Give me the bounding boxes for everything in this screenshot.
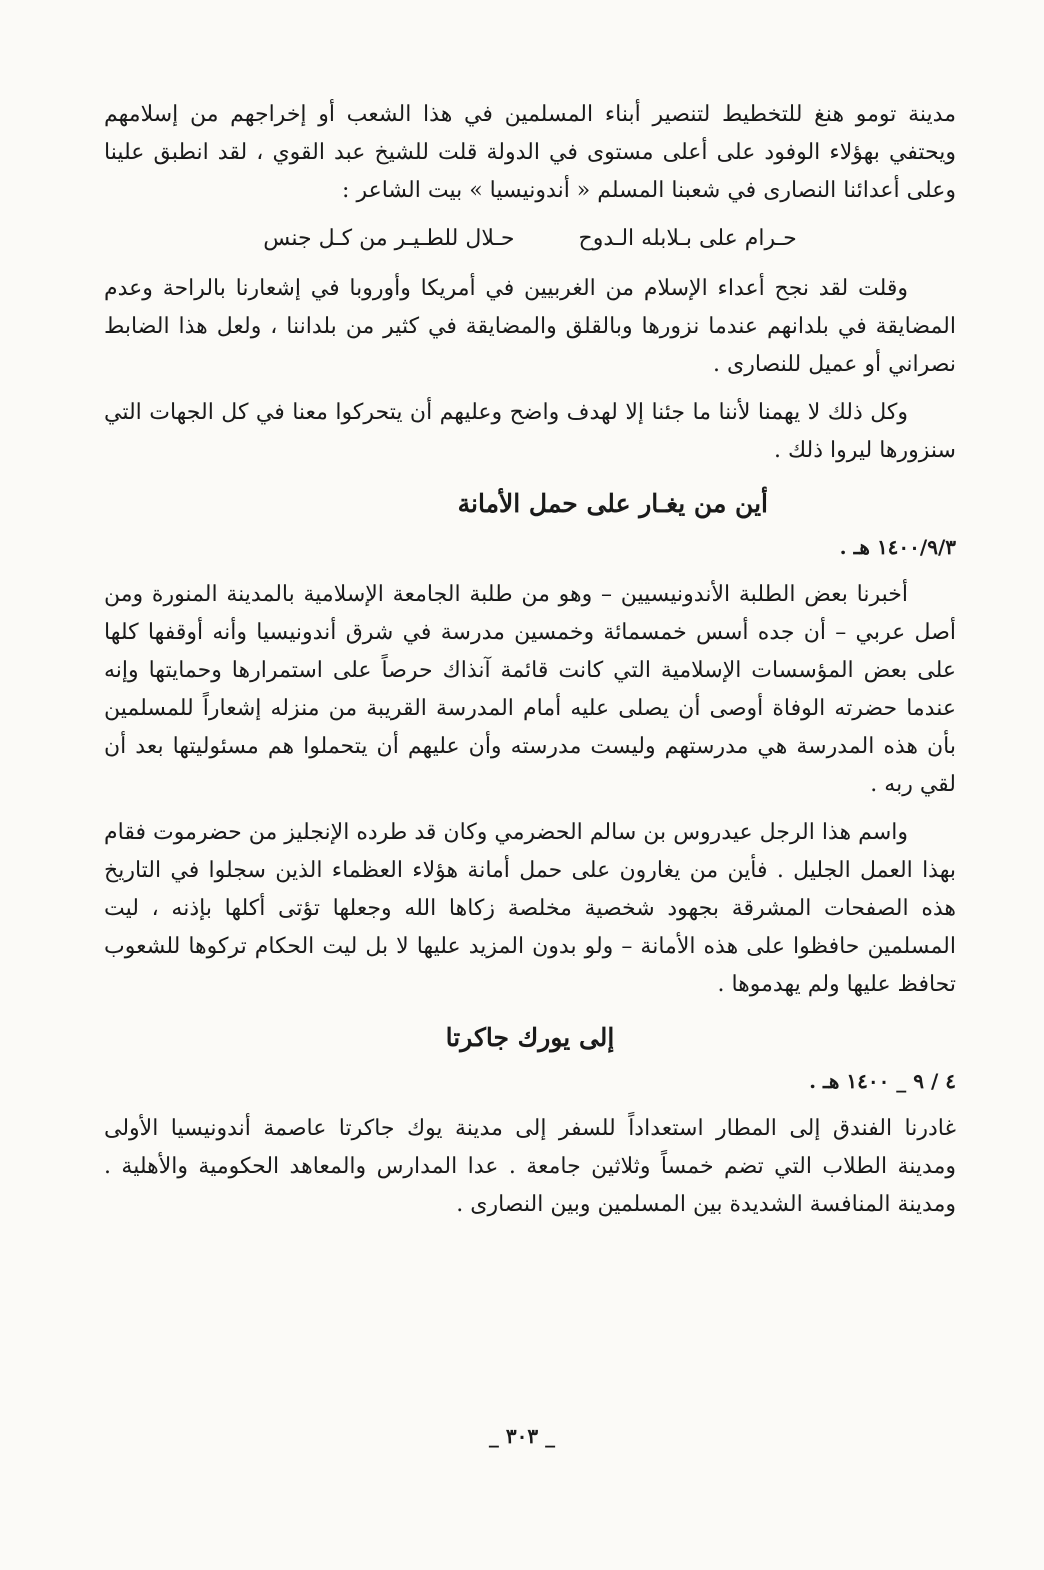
paragraph-2: وقلت لقد نجح أعداء الإسلام من الغربيين في أمريكا وأوروبا في إشعارنا بالراحة وعدم المضايقة في بلدانهم عندما نزورها وبالقلق والمضايقة في كثير من بلداننا ، ولعل هذا الضابط نصراني أو عميل للنصارى . <box>104 276 956 377</box>
section-date-1: ١٤٠٠/٩/٣ هـ . <box>839 535 956 559</box>
poem-verse <box>104 220 956 258</box>
section-heading-1: أين من يغـار على حمل الأمانة <box>457 489 768 518</box>
paragraph-6: غادرنا الفندق إلى المطار استعداداً للسفر إلى مدينة يوك جاكرتا عاصمة أندونيسيا الأولى ومدينة الطلاب التي تضم خمساً وثلاثين جامعة . عدا المدارس والمعاهد الحكومية والأهلية . ومدينة المنافسة الشديدة بين المسلمين وبين النصارى . <box>104 1116 956 1217</box>
paragraph-1: مدينة تومو هنغ للتخطيط لتنصير أبناء المسلمين في هذا الشعب أو إخراجهم من إسلامهم ويحتفي بهؤلاء الوفود على أعلى مستوى في الدولة قلت للشيخ عبد القوي ، لقد انطبق علينا وعلى أعدائنا النصارى في شعبنا المسلم « أندونيسيا » بيت الشاعر : <box>104 102 956 203</box>
page-number: _ ٣٠٣ _ <box>488 1424 556 1448</box>
paragraph-5: واسم هذا الرجل عيدروس بن سالم الحضرمي وكان قد طرده الإنجليز من حضرموت فقام بهذا العمل الجليل . فأين من يغارون على حمل أمانة هؤلاء العظماء الذين سجلوا في التاريخ هذه الصفحات المشرقة بجهود شخصية مخلصة زكاها الله وجعلها تؤتى أكلها بإذنه ، ليت المسلمين حافظوا على هذه الأمانة – ولو بدون المزيد عليها لا بل ليت الحكام تركوها للشعوب تحافظ عليها ولم يهدموها . <box>104 820 956 997</box>
section-heading-2: إلى يورك جاكرتا <box>445 1023 615 1052</box>
paragraph-4: أخبرنا بعض الطلبة الأندونيسيين – وهو من طلبة الجامعة الإسلامية بالمدينة المنورة ومن أصل عربي – أن جده أسس خمسمائة وخمسين مدرسة في شرق أندونيسيا وأنه أوقفها كلها على بعض المؤسسات الإسلامية التي كانت قائمة آنذاك حرصاً على استمرارها وحمايتها وإنه عندما حضرته الوفاة أوصى أن يصلى عليه أمام المدرسة القريبة من منزله إشعاراً للمسلمين بأن هذه المدرسة هي مدرستهم وليست مدرسته وأن عليهم أن يتحملوا هم مسئوليتها بعد أن لقي ربه . <box>104 582 956 797</box>
verse-first-hemistich: حـرام على بـلابله الـدوح <box>578 226 797 251</box>
section-date-2: ٤ / ٩ _ ١٤٠٠ هـ . <box>809 1069 956 1093</box>
document-page <box>104 96 956 1234</box>
paragraph-3: وكل ذلك لا يهمنا لأننا ما جئنا إلا لهدف واضح وعليهم أن يتحركوا معنا في كل الجهات التي سنزورها ليروا ذلك . <box>104 400 956 463</box>
verse-second-hemistich: حـلال للطـيـر من كـل جنس <box>263 226 515 251</box>
